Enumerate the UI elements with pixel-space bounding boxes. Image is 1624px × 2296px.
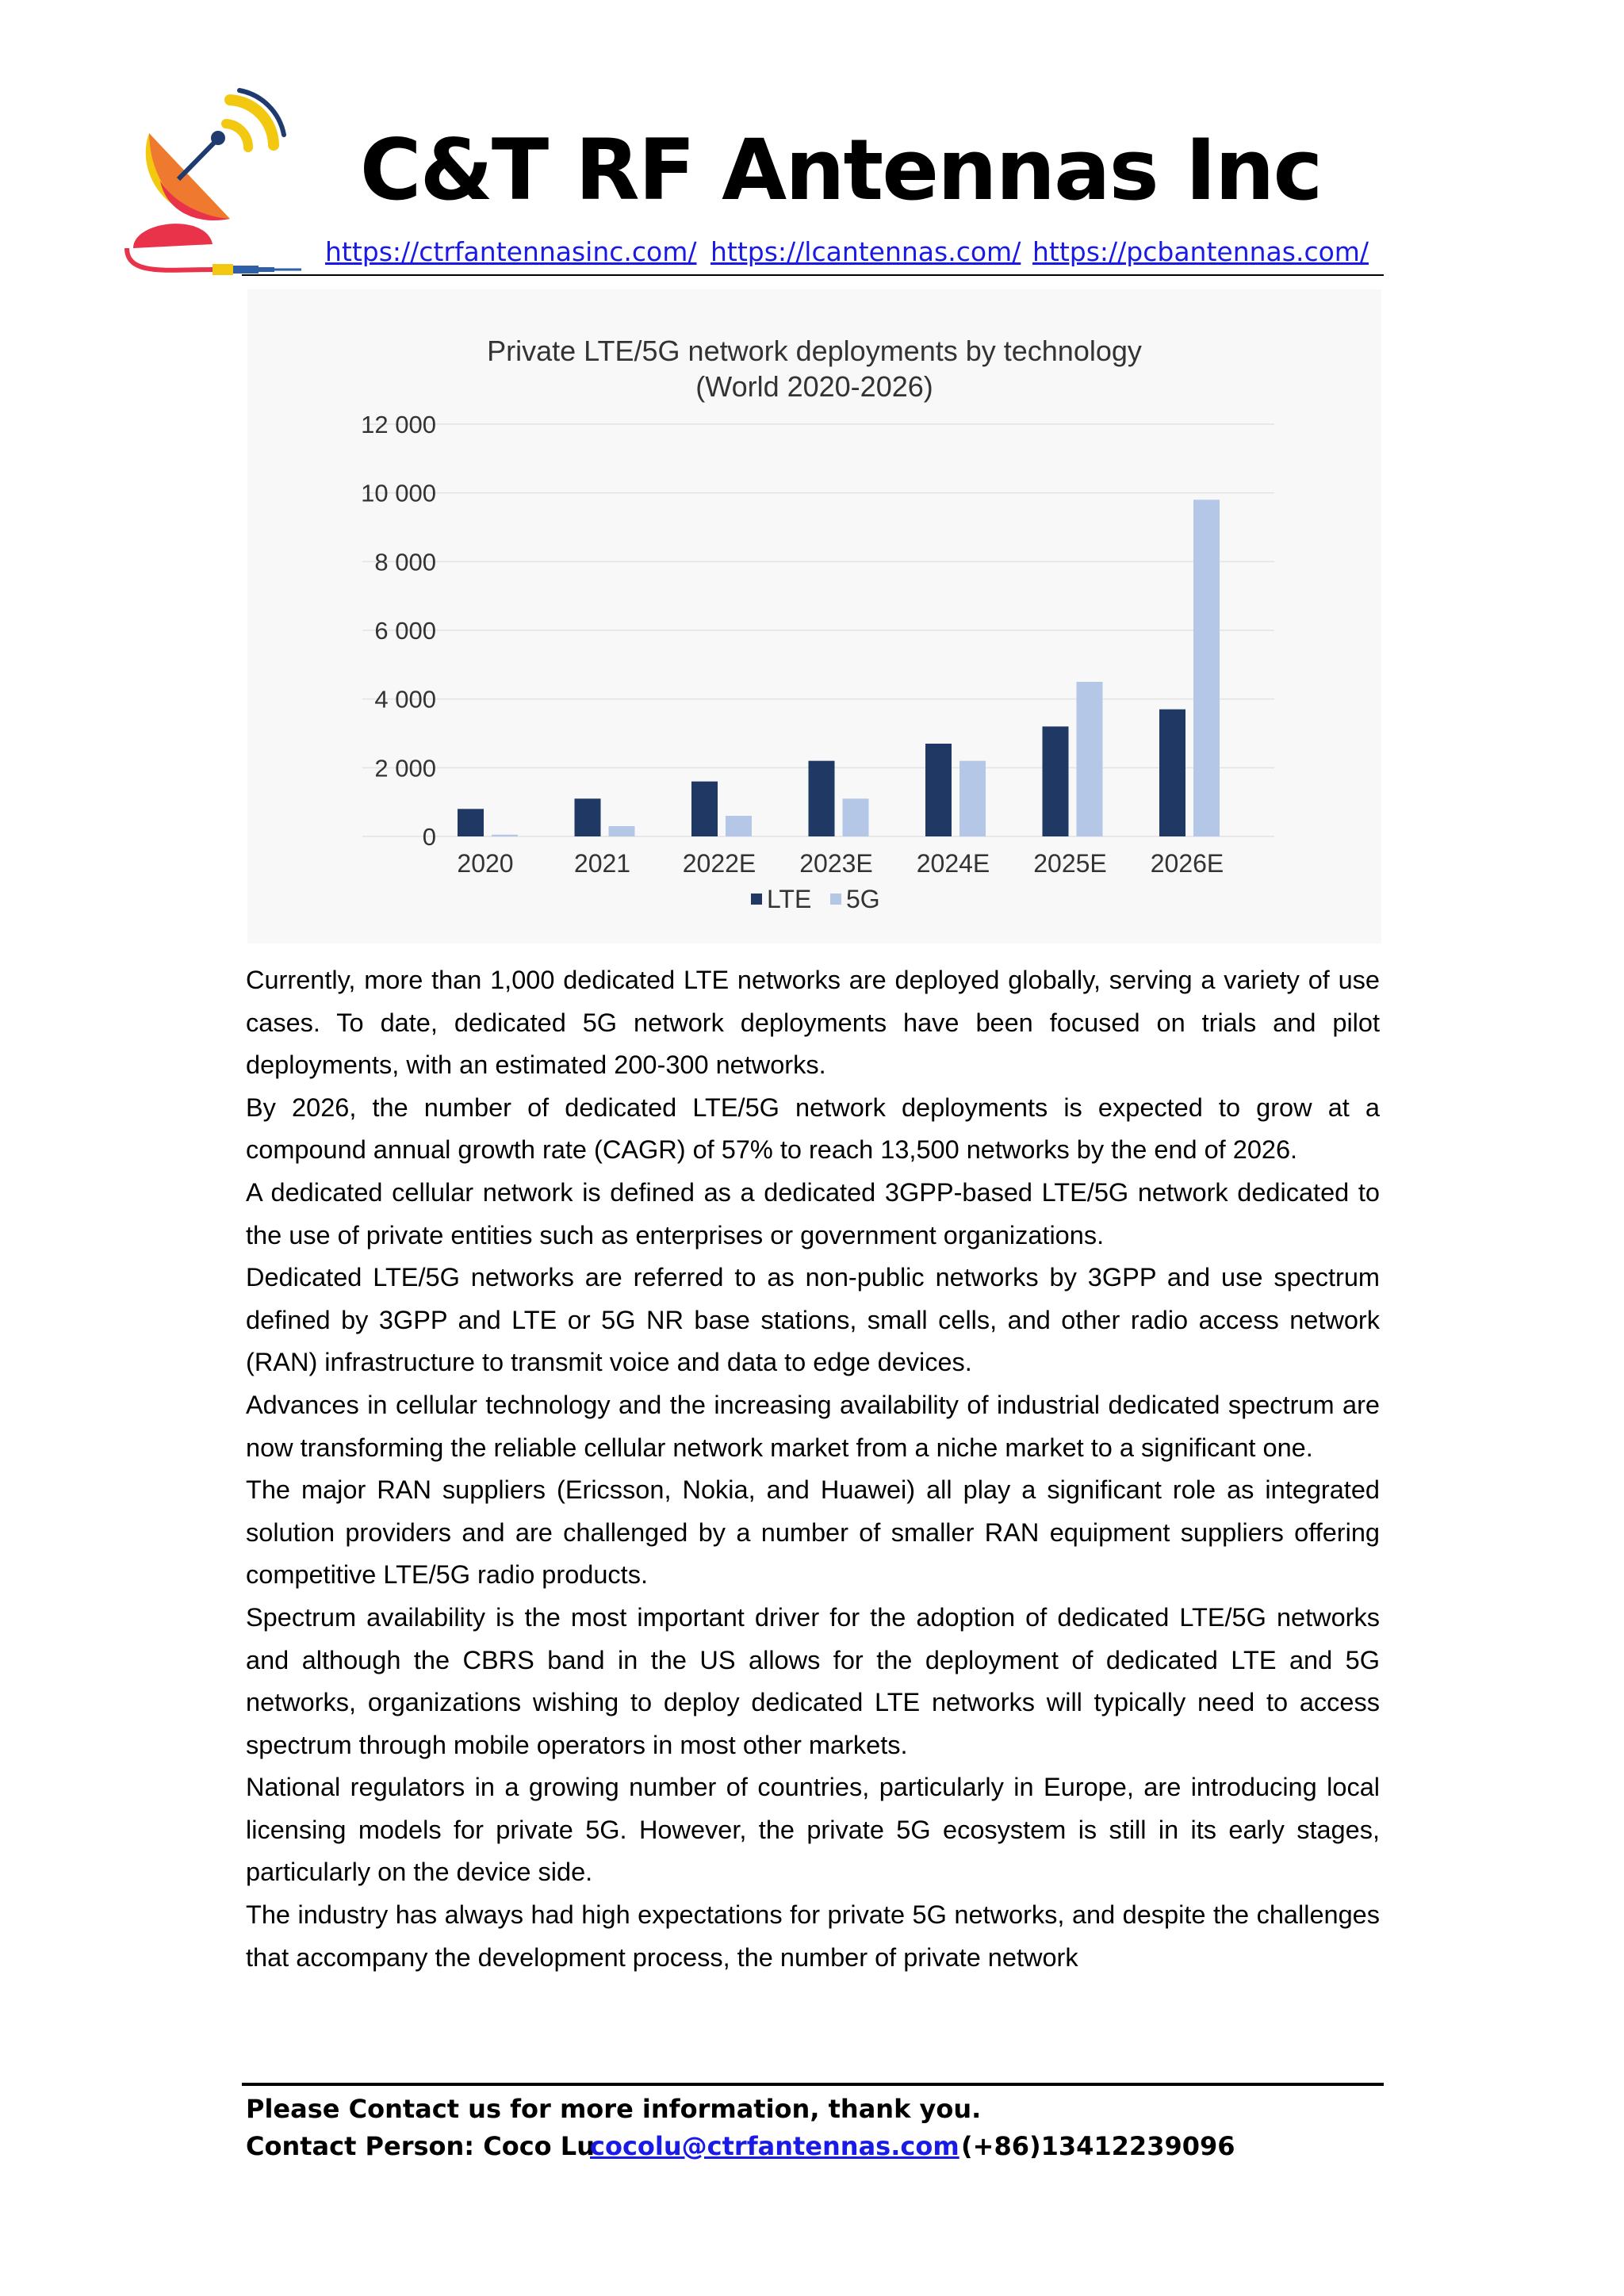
body-paragraph: A dedicated cellular network is defined as a dedicated 3GPP-based LTE/5G network dedicated to the use of private entities such as enterprises or government organizations. (246, 1177, 1380, 1249)
contact-person: Contact Person: Coco Lu (246, 2131, 595, 2161)
legend-swatch-5g (830, 894, 841, 905)
bar-lte-2023e (809, 761, 835, 836)
body-paragraph: The major RAN suppliers (Ericsson, Nokia, and Huawei) all play a significant role as integrated solution providers and are challenged by a number of smaller RAN equipment suppliers offering competitive LTE/5G radio products. (246, 1475, 1380, 1590)
company-title: C&T RF Antennas Inc (359, 121, 1322, 219)
deployments-chart (247, 289, 1381, 943)
body-paragraph: National regulators in a growing number of countries, particularly in Europe, are introducing local licensing models for private 5G. However, the private 5G ecosystem is still in its early stages, particularly on the device side. (246, 1773, 1380, 1887)
footer-divider (242, 2083, 1384, 2086)
bar-lte-2021 (575, 798, 601, 836)
bar-lte-2026e (1159, 710, 1185, 836)
contact-line: Please Contact us for more information, thank you. (246, 2094, 982, 2124)
x-tick-label: 2021 (573, 849, 631, 878)
y-tick-label: 8 000 (374, 548, 436, 576)
contact-footer (246, 2091, 1396, 2165)
contact-email-link[interactable]: cocolu@ctrfantennas.com (590, 2131, 959, 2161)
article-body (246, 959, 1380, 1979)
bar-lte-2022e (691, 782, 718, 836)
x-tick-label: 2024E (916, 849, 990, 878)
bar-5g-2025e (1077, 682, 1103, 836)
y-tick-label: 4 000 (374, 685, 436, 714)
y-tick-label: 6 000 (374, 617, 436, 645)
x-tick-label: 2025E (1033, 849, 1107, 878)
bar-5g-2024e (959, 761, 986, 836)
legend-label-lte: LTE (767, 885, 812, 913)
body-paragraph: The industry has always had high expectations for private 5G networks, and despite the challenges that accompany the development process, the number of private network (246, 1900, 1380, 1972)
bar-5g-2021 (609, 826, 635, 836)
bar-lte-2020 (458, 809, 484, 836)
header-divider (242, 274, 1384, 276)
y-tick-label: 0 (422, 823, 436, 851)
bar-5g-2023e (843, 798, 869, 836)
legend-label-5g: 5G (846, 885, 880, 913)
body-paragraph: Advances in cellular technology and the increasing availability of industrial dedicated spectrum are now transforming the reliable cellular network market from a niche market to a significant one. (246, 1390, 1380, 1462)
bar-5g-2020 (492, 835, 518, 836)
x-tick-label: 2023E (799, 849, 873, 878)
website-link-lcantennas[interactable]: https://lcantennas.com/ (710, 236, 1021, 267)
body-paragraph: Dedicated LTE/5G networks are referred to as non-public networks by 3GPP and use spectrum defined by 3GPP and LTE or 5G NR base stations, small cells, and other radio access network (RAN) infrastructure to transmit voice and data to edge devices. (246, 1263, 1380, 1377)
contact-phone: (+86)13412239096 (961, 2131, 1235, 2161)
chart-subtitle: (World 2020-2026) (695, 370, 933, 403)
body-paragraph: Spectrum availability is the most important driver for the adoption of dedicated LTE/5G networks and although the CBRS band in the US allows for the deployment of dedicated LTE and 5G networks, organizations wishing to deploy dedicated LTE networks will typically need to access spectrum through mobile operators in most other markets. (246, 1602, 1380, 1759)
body-paragraph: By 2026, the number of dedicated LTE/5G network deployments is expected to grow at a compound annual growth rate (CAGR) of 57% to reach 13,500 networks by the end of 2026. (246, 1093, 1380, 1165)
y-tick-label: 12 000 (361, 411, 436, 438)
x-tick-label: 2026E (1150, 849, 1224, 878)
x-tick-label: 2020 (457, 849, 514, 878)
website-link-pcbantennas[interactable]: https://pcbantennas.com/ (1032, 236, 1369, 267)
x-tick-label: 2022E (682, 849, 756, 878)
body-paragraph: Currently, more than 1,000 dedicated LTE networks are deployed globally, serving a variety of use cases. To date, dedicated 5G network deployments have been focused on trials and pilot deployments, with an estimated 200-300 networks. (246, 966, 1380, 1080)
bar-5g-2026e (1193, 499, 1220, 836)
bar-lte-2025e (1043, 726, 1069, 836)
y-tick-label: 10 000 (361, 479, 436, 507)
satellite-dish-logo-icon (119, 86, 301, 284)
y-tick-label: 2 000 (374, 754, 436, 783)
bar-lte-2024e (925, 744, 952, 836)
legend-swatch-lte (751, 894, 762, 905)
website-link-ctrfantennasinc[interactable]: https://ctrfantennasinc.com/ (325, 236, 697, 267)
chart-title: Private LTE/5G network deployments by technology (487, 335, 1142, 367)
bar-5g-2022e (726, 816, 752, 836)
